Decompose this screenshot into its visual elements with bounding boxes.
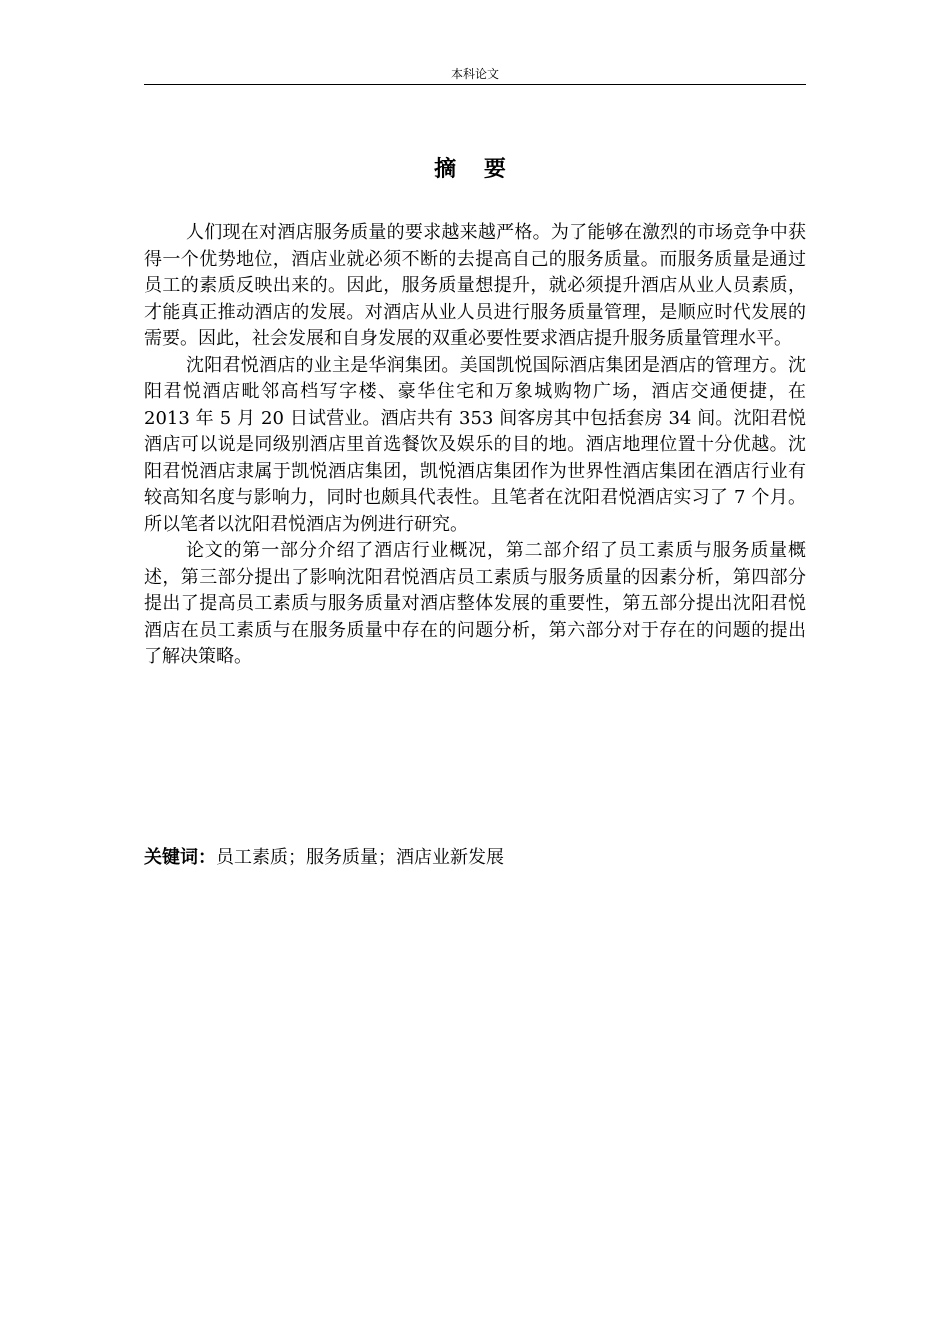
abstract-paragraph: 沈阳君悦酒店的业主是华润集团。美国凯悦国际酒店集团是酒店的管理方。沈阳君悦酒店毗邻高档写字楼、豪华住宅和万象城购物广场，酒店交通便捷，在 2013 年 5 月 20 日试营业。酒店共有 353 间客房其中包括套房 34 间。沈阳君悦酒店可以说是同级别酒店里首选餐饮及娱乐的目的地。酒店地理位置十分优越。沈阳君悦酒店隶属于凯悦酒店集团，凯悦酒店集团作为世界性酒店集团在酒店行业有较高知名度与影响力，同时也颇具代表性。且笔者在沈阳君悦酒店实习了 7 个月。所以笔者以沈阳君悦酒店为例进行研究。 — [144, 354, 806, 535]
keywords-label: 关键词： — [144, 847, 216, 868]
abstract-paragraph: 人们现在对酒店服务质量的要求越来越严格。为了能够在激烈的市场竞争中获得一个优势地位，酒店业就必须不断的去提高自己的服务质量。而服务质量是通过员工的素质反映出来的。因此，服务质量想提升，就必须提升酒店从业人员素质，才能真正推动酒店的发展。对酒店从业人员进行服务质量管理，是顺应时代发展的需要。因此，社会发展和自身发展的双重必要性要求酒店提升服务质量管理水平。 — [144, 222, 806, 349]
keywords-line — [144, 843, 806, 873]
abstract-title: 摘 要 — [434, 156, 516, 182]
page-header — [144, 64, 806, 85]
abstract-body — [144, 220, 806, 671]
header-text: 本科论文 — [450, 67, 499, 81]
abstract-paragraph: 论文的第一部分介绍了酒店行业概况，第二部介绍了员工素质与服务质量概述，第三部分提出了影响沈阳君悦酒店员工素质与服务质量的因素分析，第四部分提出了提高员工素质与服务质量对酒店整体发展的重要性，第五部分提出沈阳君悦酒店在员工素质与在服务质量中存在的问题分析，第六部分对于存在的问题的提出了解决策略。 — [144, 540, 806, 667]
keywords-value: 员工素质；服务质量；酒店业新发展 — [216, 847, 504, 868]
